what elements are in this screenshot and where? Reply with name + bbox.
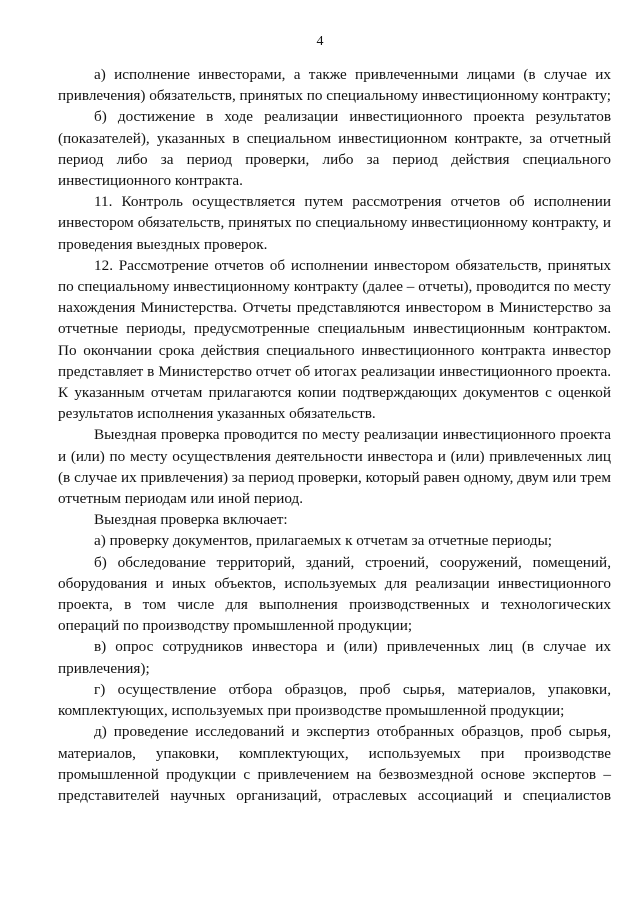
paragraph-check-b-survey: б) обследование территорий, зданий, строений, сооружений, помещений, оборудования и иных объектов, используемых для реализации инвестиционного проекта, в том числе для выполнения производственных и технологических операций по производству промышленной продукции; xyxy=(58,553,611,635)
paragraph-check-d-research: д) проведение исследований и экспертиз отобранных образцов, проб сырья, материалов, упаковки, комплектующих, используемых при производстве промышленной продукции с привлечением на безвозмездной основе экспертов – представителей научных организаций, отраслевых ассоциаций и специалистов xyxy=(58,723,611,804)
paragraph-clause-12: 12. Рассмотрение отчетов об исполнении инвестором обязательств, принятых по специальному инвестиционному контракту (далее – отчеты), проводится по месту нахождения Министерства. Отчеты представляются инвестором в Министерство за отчетные периоды, предусмотренные специальным инвестиционным контрактом. По окончании срока действия специального инвестиционного контракта инвестор представляет в Министерство отчет об итогах реализации инвестиционного проекта. К указанным отчетам прилагаются копии подтверждающих документов с оценкой результатов исполнения указанных обязательств. xyxy=(58,256,611,423)
document-body xyxy=(58,64,611,806)
paragraph-item-a-execution: а) исполнение инвесторами, а также привлеченными лицами (в случае их привлечения) обязательств, принятых по специальному инвестиционному контракту; xyxy=(58,66,612,105)
paragraph-item-b-achievement: б) достижение в ходе реализации инвестиционного проекта результатов (показателей), указанных в специальном инвестиционном контракте, за отчетный период либо за период проверки, либо за период действия специального инвестиционного контракта. xyxy=(58,108,611,190)
page-number: 4 xyxy=(316,34,324,49)
paragraph-check-a-documents: а) проверку документов, прилагаемых к отчетам за отчетные периоды; xyxy=(94,532,553,550)
paragraph-check-v-interview: в) опрос сотрудников инвестора и (или) привлеченных лиц (в случае их привлечения); xyxy=(58,638,611,677)
paragraph-onsite-inspection: Выездная проверка проводится по месту реализации инвестиционного проекта и (или) по месту осуществления деятельности инвестора и (или) привлеченных лиц (в случае их привлечения) за период проверки, который равен одному, двум или трем отчетным периодам или иной период. xyxy=(58,426,611,508)
paragraph-clause-11: 11. Контроль осуществляется путем рассмотрения отчетов об исполнении инвестором обязательств, принятых по специальному инвестиционному контракту, и проведения выездных проверок. xyxy=(58,193,611,253)
paragraph-onsite-inspection-includes: Выездная проверка включает: xyxy=(94,511,288,529)
paragraph-check-g-sampling: г) осуществление отбора образцов, проб сырья, материалов, упаковки, комплектующих, используемых при производстве промышленной продукции; xyxy=(58,680,611,720)
